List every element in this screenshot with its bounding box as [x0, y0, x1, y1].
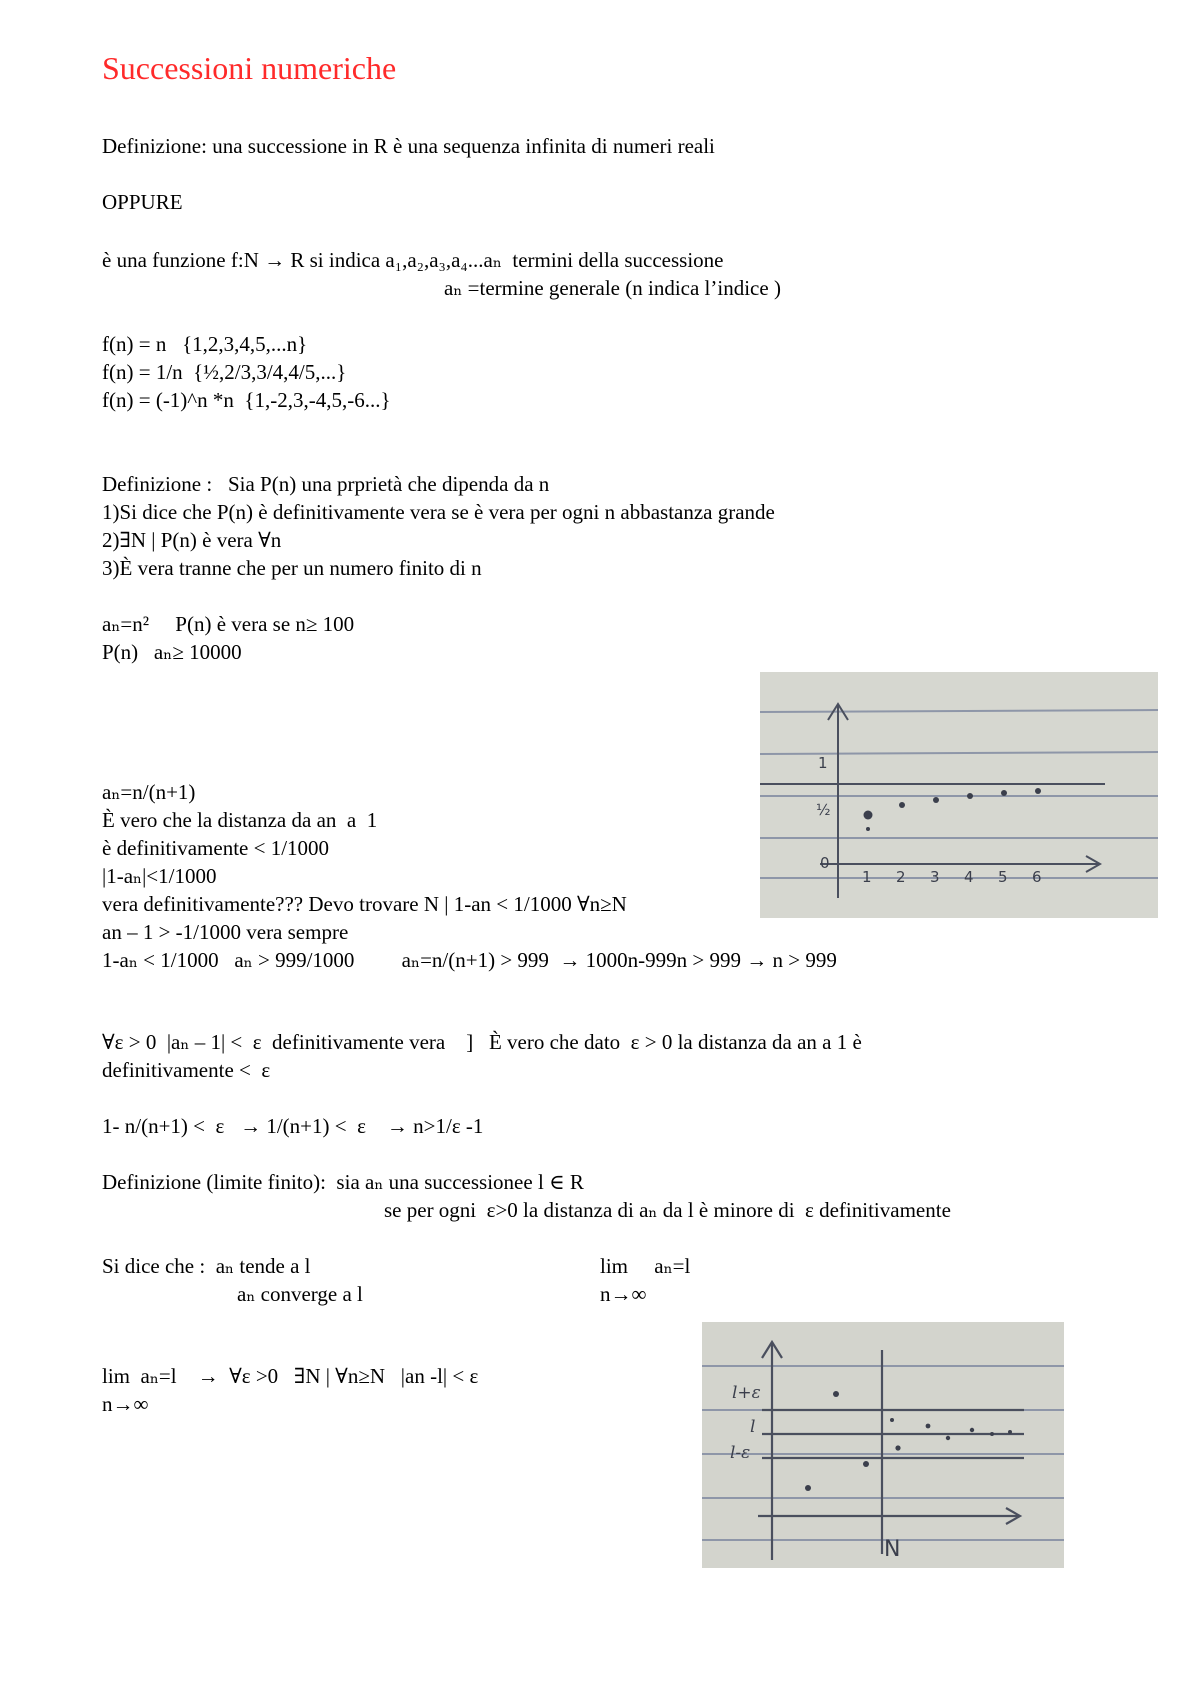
- text-eps-2: definitivamente < ε: [102, 1058, 271, 1082]
- text-termine-generale: aₙ =termine generale (n indica l’indice ): [444, 276, 781, 300]
- text-an-squared: aₙ=n² P(n) è vera se n≥ 100: [102, 612, 355, 636]
- text-example-1: f(n) = n {1,2,3,4,5,...n}: [102, 332, 308, 356]
- text-converge: aₙ converge a l: [237, 1282, 363, 1306]
- label-l-minus-eps: l-ε: [730, 1443, 751, 1463]
- label-x-0: 0: [820, 854, 830, 872]
- label-l: l: [750, 1417, 756, 1437]
- label-x-4: 4: [964, 868, 974, 886]
- text-si-dice: Si dice che : aₙ tende a l: [102, 1254, 311, 1278]
- page-title: Successioni numeriche: [102, 50, 397, 86]
- text-oppure: OPPURE: [102, 190, 183, 214]
- text-vera: vera definitivamente??? Devo trovare N | 1-an < 1/1000 ∀n≥N: [102, 892, 627, 916]
- label-x-3: 3: [930, 868, 940, 886]
- text-prop-3: 3)È vera tranne che per un numero finito di n: [102, 556, 482, 580]
- text-eps-1: ∀ε > 0 |aₙ – 1| < ε definitivamente vera ] È vero che dato ε > 0 la distanza da an a 1 è: [102, 1030, 862, 1054]
- text-lim-right-1: lim aₙ=l: [600, 1254, 691, 1278]
- text-distance-2: è definitivamente < 1/1000: [102, 836, 330, 860]
- text-an-fraction: aₙ=n/(n+1): [102, 780, 196, 804]
- photo-epsilon-band: [702, 1322, 1064, 1568]
- text-lim-right-2: n→∞: [600, 1282, 647, 1306]
- text-funzione: è una funzione f:N → R si indica a₁,a₂,a₃,a₄...aₙ termini della successione: [102, 248, 724, 272]
- label-x-5: 5: [998, 868, 1008, 886]
- text-prop-2: 2)∃N | P(n) è vera ∀n: [102, 528, 282, 552]
- text-calc: 1-aₙ < 1/1000 aₙ > 999/1000 aₙ=n/(n+1) > 999 → 1000n-999n > 999 → n > 999: [102, 948, 837, 972]
- text-lim-final-2: n→∞: [102, 1392, 149, 1416]
- label-x-6: 6: [1032, 868, 1042, 886]
- text-limit-def-1: Definizione (limite finito): sia aₙ una successionee l ∈ R: [102, 1170, 584, 1194]
- text-def2: Definizione : Sia P(n) una prprietà che dipenda da n: [102, 472, 550, 496]
- text-example-2: f(n) = 1/n {½,2/3,3/4,4/5,...}: [102, 360, 347, 384]
- label-l-plus-eps: l+ε: [732, 1383, 761, 1403]
- text-pn: P(n) aₙ≥ 10000: [102, 640, 242, 664]
- text-lim-final: lim aₙ=l → ∀ε >0 ∃N | ∀n≥N |an -l| < ε: [102, 1364, 479, 1388]
- text-def1: Definizione: una successione in R è una sequenza infinita di numeri reali: [102, 134, 715, 158]
- label-y-half: ½: [816, 801, 831, 819]
- text-limit-def-2: se per ogni ε>0 la distanza di aₙ da l è minore di ε definitivamente: [384, 1198, 951, 1222]
- text-distance-1: È vero che la distanza da an a 1: [102, 808, 378, 832]
- label-y-one: 1: [818, 754, 828, 772]
- photo-sequence-plot: [760, 672, 1158, 918]
- text-abs: |1-aₙ|<1/1000: [102, 864, 217, 888]
- text-sempre: an – 1 > -1/1000 vera sempre: [102, 920, 349, 944]
- label-x-1: 1: [862, 868, 872, 886]
- label-x-2: 2: [896, 868, 906, 886]
- text-prop-1: 1)Si dice che P(n) è definitivamente vera se è vera per ogni n abbastanza grande: [102, 500, 775, 524]
- label-n: N: [884, 1537, 901, 1562]
- text-eps-3: 1- n/(n+1) < ε → 1/(n+1) < ε → n>1/ε -1: [102, 1114, 484, 1138]
- text-example-3: f(n) = (-1)^n *n {1,-2,3,-4,5,-6...}: [102, 388, 391, 412]
